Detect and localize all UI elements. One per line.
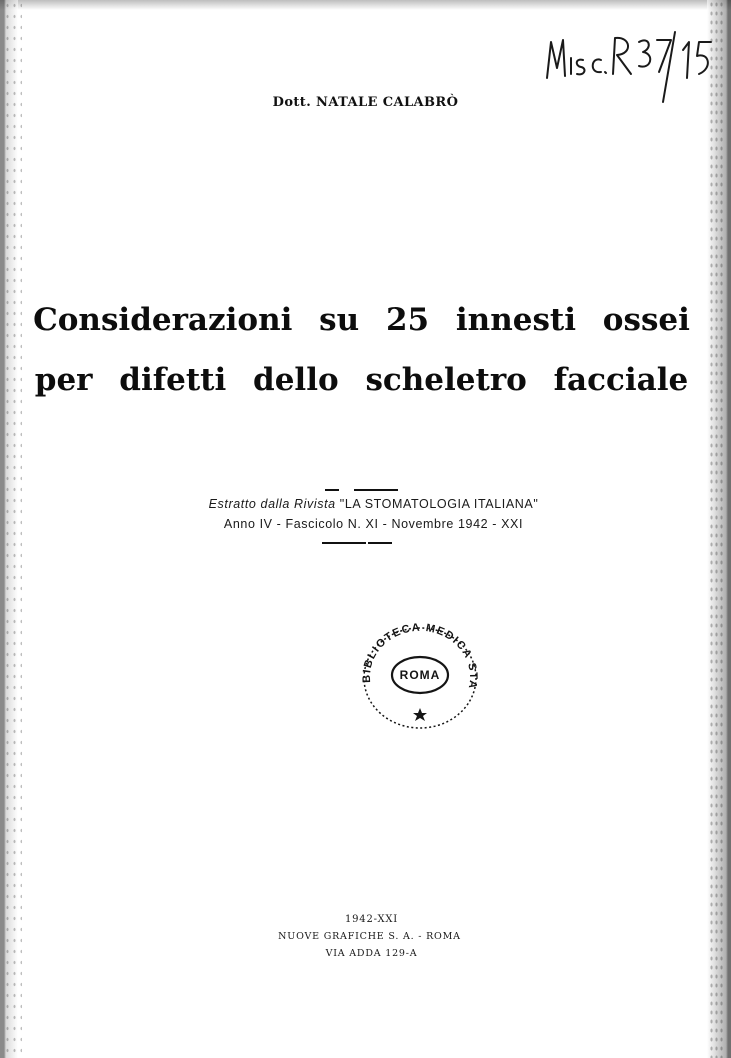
divider-top-long xyxy=(354,489,398,491)
imprint-address: VIA ADDA 129-A xyxy=(325,948,418,959)
divider-bottom-short xyxy=(368,542,392,544)
imprint-year: 1942-XXI xyxy=(344,914,399,925)
citation-line-1 xyxy=(8,497,731,511)
citation-line-2: Anno IV - Fascicolo N. XI - Novembre 1942 - XXI xyxy=(223,517,524,531)
citation-prefix: Estratto dalla Rivista xyxy=(208,497,336,511)
svg-text:BIBLIOTECA MEDICA STATALE: BIBLIOTECA MEDICA STA xyxy=(360,621,480,690)
imprint-publisher: NUOVE GRAFICHE S. A. - ROMA xyxy=(278,931,461,942)
library-stamp xyxy=(355,620,485,730)
title-line-1: Considerazioni su 25 innesti ossei xyxy=(33,302,690,338)
svg-text:ROMA: ROMA xyxy=(399,668,441,682)
divider-top-short xyxy=(325,489,339,491)
author-name: Dott. NATALE CALABRÒ xyxy=(272,95,459,110)
citation-journal: "LA STOMATOLOGIA ITALIANA" xyxy=(339,497,539,511)
title-line-2: per difetti dello scheletro facciale xyxy=(34,362,689,398)
scan-edge-top xyxy=(0,0,731,10)
divider-bottom-long xyxy=(322,542,366,544)
